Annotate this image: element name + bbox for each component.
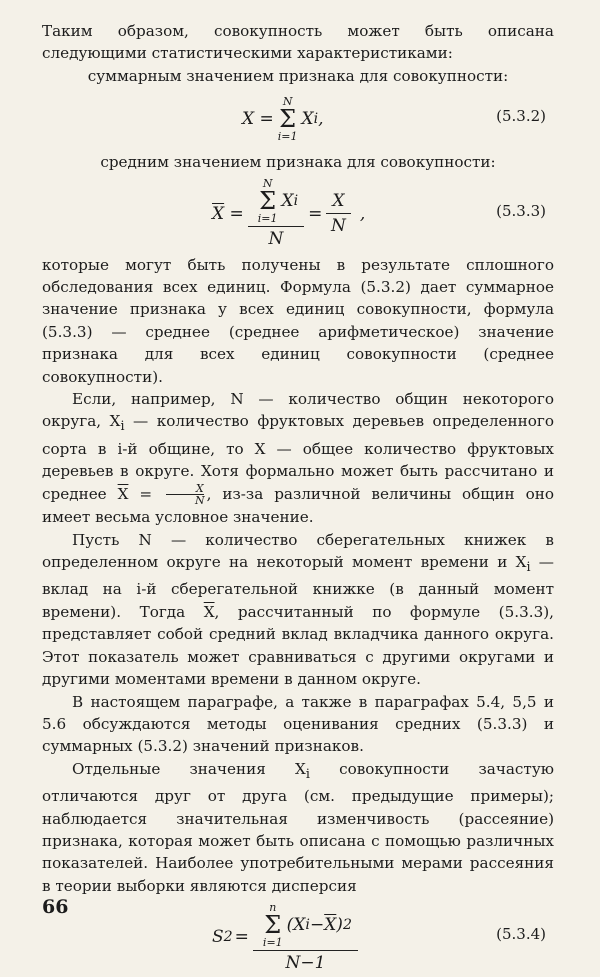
eq3-lhs: S — [212, 927, 224, 948]
equation-5-3-4: S 2 = n Σ i=1 (X i − $\overline{X}$ ) 2 N−1 (5.3.4) — [212, 900, 546, 973]
eq3-sup: 2 — [223, 929, 233, 946]
equation-5-3-3: $\overline{X}$ = N Σ i=1 X i N = $\frac{X}{N}$ , (5.3.3) — [212, 177, 546, 250]
paragraph-example-savings: Пусть N — количество сберегательных книжек в определенном округе на некоторый момент времени и $X_i$ — вклад на i-й сберегательной книжке (в данный момент времени). Тогда $\overline{X}$, рассчитанный по формуле (5.3.3), представляет собой средний вклад вкладчика данного округа. Этот показатель может сравниваться с другими округами и другими моментами времени в данном округе. — [42, 530, 554, 689]
page-number: 66 — [42, 896, 69, 918]
eq1-tail: , — [318, 109, 324, 130]
paragraph-total-label: суммарным значением признака для совокупности: — [87, 66, 509, 85]
equation-number-5-3-4: (5.3.4) — [496, 925, 546, 944]
paragraph-mean-label: средним значением признака для совокупности: — [100, 153, 496, 172]
paragraph-explanation: которые могут быть получены в результате сплошного обследования всех единиц. Формула (5.3.2) дает суммарное значение признака у всех единиц совокупности, формула (5.3.3) — среднее (среднее арифметическое) значение признака для всех единиц совокупности (среднее совокупности). — [42, 255, 554, 386]
eq2-fraction: N Σ i=1 X i N — [248, 178, 304, 249]
eq2-lhs: $\overline{X}$ — [212, 203, 225, 224]
equation-number-5-3-2: (5.3.2) — [496, 107, 546, 126]
paragraph-example-orchard: Если, например, N — количество общин некоторого округа, $X_i$ — количество фруктовых деревьев определенного сорта в i-й общине, то X — общее количество фруктовых деревьев в округе. Хотя формально может быть рассчитано и среднее $\overline{X}$ = $\frac{X}{N}$ , из-за различной величины общин оно имеет весьма условное значение. — [42, 390, 554, 527]
equation-5-3-2: X = N Σ i=1 X i , (5.3.2) — [242, 95, 546, 144]
eq2-fraction-short: $\frac{X}{N}$ — [326, 191, 350, 236]
eq1-term: X — [301, 109, 314, 130]
paragraph-dispersion: Отдельные значения $X_i$ совокупности зачастую отличаются друг от друга (см. предыдущие примеры); наблюдается значительная изменчивость (рассеяние) признака, которая может быть описана с помощью различных показателей. Наиболее употребительными мерами рассеяния в теории выборки являются дисперсия — [42, 759, 554, 895]
eq1-lhs: X — [242, 109, 255, 130]
eq1-sum-operator: N Σ i=1 — [277, 95, 298, 144]
equation-number-5-3-3: (5.3.3) — [496, 201, 546, 220]
paragraph-section-note: В настоящем параграфе, а также в параграфах 5.4, 5,5 и 5.6 обсуждаются методы оценивания средних (5.3.3) и суммарных (5.3.2) значений признаков. — [42, 692, 554, 756]
page-text — [42, 20, 554, 977]
eq3-fraction: n Σ i=1 (X i − $\overline{X}$ ) 2 N−1 — [253, 902, 358, 973]
paragraph-intro: Таким образом, совокупность может быть описана следующими статистическими характеристиками: — [42, 22, 554, 63]
eq1-sub: i — [313, 111, 319, 128]
